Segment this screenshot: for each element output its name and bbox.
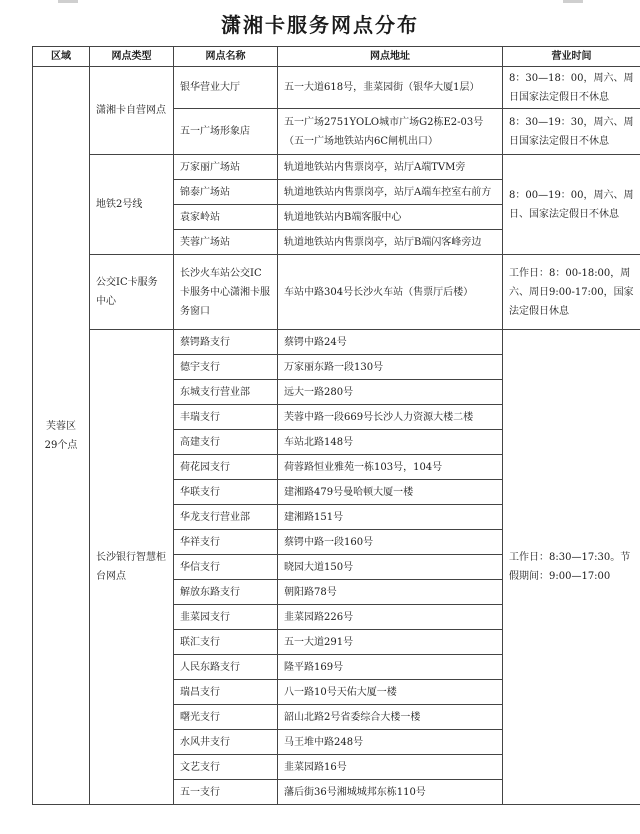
outlet-address-cell: 韭菜园路16号 xyxy=(278,755,503,780)
outlet-type-cell: 地铁2号线 xyxy=(90,155,174,255)
outlet-name-cell: 华祥支行 xyxy=(174,530,278,555)
scan-mark xyxy=(58,0,78,3)
outlet-address-cell: 轨道地铁站内B端客服中心 xyxy=(278,205,503,230)
table-row xyxy=(33,67,640,109)
page-title: 潇湘卡服务网点分布 xyxy=(221,13,419,37)
outlet-name-cell: 韭菜园支行 xyxy=(174,605,278,630)
outlet-address-cell: 韭菜园路226号 xyxy=(278,605,503,630)
outlet-type-cell: 长沙银行智慧柜台网点 xyxy=(90,330,174,805)
outlet-name-cell: 蔡锷路支行 xyxy=(174,330,278,355)
outlet-address-cell: 五一广场2751YOLO城市广场G2栋E2-03号（五一广场地铁站内6C闸机出口） xyxy=(278,109,503,155)
region-name: 芙蓉区 xyxy=(46,420,76,432)
outlet-name-cell: 五一支行 xyxy=(174,780,278,805)
outlet-name-cell: 银华营业大厅 xyxy=(174,67,278,109)
region-count: 29个点 xyxy=(44,439,78,451)
outlet-name-cell: 荷花园支行 xyxy=(174,455,278,480)
outlet-address-cell: 轨道地铁站内售票岗亭，站厅A端TVM旁 xyxy=(278,155,503,180)
business-hours-cell: 8：30—18：00，周六、周日国家法定假日不休息 xyxy=(503,67,640,109)
outlet-name-cell: 解放东路支行 xyxy=(174,580,278,605)
outlet-address-cell: 车站北路148号 xyxy=(278,430,503,455)
outlet-name-cell: 华信支行 xyxy=(174,555,278,580)
outlet-address-cell: 轨道地铁站内售票岗亭，站厅A端车控室右前方 xyxy=(278,180,503,205)
outlet-address-cell: 轨道地铁站内售票岗亭，站厅B端闪客峰旁边 xyxy=(278,230,503,255)
header-outlet-name: 网点名称 xyxy=(174,47,278,67)
outlet-address-cell: 藩后街36号湘城城邦东栋110号 xyxy=(278,780,503,805)
outlet-address-cell: 晓园大道150号 xyxy=(278,555,503,580)
outlet-address-cell: 朝阳路78号 xyxy=(278,580,503,605)
outlet-address-cell: 建湘路151号 xyxy=(278,505,503,530)
outlet-name-cell: 长沙火车站公交IC卡服务中心潇湘卡服务窗口 xyxy=(174,255,278,330)
outlet-name-cell: 芙蓉广场站 xyxy=(174,230,278,255)
outlet-name-cell: 华联支行 xyxy=(174,480,278,505)
outlet-name-cell: 五一广场形象店 xyxy=(174,109,278,155)
outlet-name-cell: 联汇支行 xyxy=(174,630,278,655)
table-row xyxy=(33,330,640,355)
outlet-address-cell: 万家丽东路一段130号 xyxy=(278,355,503,380)
outlet-address-cell: 蔡锷中路24号 xyxy=(278,330,503,355)
outlet-name-cell: 袁家岭站 xyxy=(174,205,278,230)
header-outlet-address: 网点地址 xyxy=(278,47,503,67)
outlet-name-cell: 东城支行营业部 xyxy=(174,380,278,405)
business-hours-cell: 工作日：8：00-18:00，周六、周日9:00-17:00，国家法定假日休息 xyxy=(503,255,640,330)
outlet-address-cell: 韶山北路2号省委综合大楼一楼 xyxy=(278,705,503,730)
outlet-address-cell: 八一路10号天佑大厦一楼 xyxy=(278,680,503,705)
scan-mark xyxy=(563,0,583,3)
outlet-address-cell: 五一大道618号，韭菜园街（银华大厦1层） xyxy=(278,67,503,109)
outlet-address-cell: 远大一路280号 xyxy=(278,380,503,405)
outlet-name-cell: 锦泰广场站 xyxy=(174,180,278,205)
outlet-address-cell: 建湘路479号曼哈顿大厦一楼 xyxy=(278,480,503,505)
service-outlet-table xyxy=(32,46,640,805)
outlet-name-cell: 曙光支行 xyxy=(174,705,278,730)
outlet-name-cell: 水风井支行 xyxy=(174,730,278,755)
outlet-address-cell: 芙蓉中路一段669号长沙人力资源大楼二楼 xyxy=(278,405,503,430)
business-hours-cell: 工作日：8:30—17:30。节假期间：9:00—17:00 xyxy=(503,330,640,805)
outlet-name-cell: 高建支行 xyxy=(174,430,278,455)
outlet-address-cell: 五一大道291号 xyxy=(278,630,503,655)
header-outlet-type: 网点类型 xyxy=(90,47,174,67)
outlet-type-cell: 公交IC卡服务中心 xyxy=(90,255,174,330)
business-hours-cell: 8：00—19：00，周六、周日、国家法定假日不休息 xyxy=(503,155,640,255)
region-cell xyxy=(33,67,90,805)
business-hours-cell: 8：30—19：30，周六、周日国家法定假日不休息 xyxy=(503,109,640,155)
outlet-name-cell: 瑞昌支行 xyxy=(174,680,278,705)
table-row xyxy=(33,255,640,330)
outlet-type-cell: 潇湘卡自营网点 xyxy=(90,67,174,155)
header-business-hours: 营业时间 xyxy=(503,47,640,67)
outlet-address-cell: 蔡锷中路一段160号 xyxy=(278,530,503,555)
outlet-address-cell: 荷蓉路恒业雅苑一栋103号，104号 xyxy=(278,455,503,480)
header-row xyxy=(33,47,640,67)
outlet-name-cell: 万家丽广场站 xyxy=(174,155,278,180)
outlet-address-cell: 马王堆中路248号 xyxy=(278,730,503,755)
outlet-address-cell: 车站中路304号长沙火车站（售票厅后楼） xyxy=(278,255,503,330)
outlet-name-cell: 丰瑞支行 xyxy=(174,405,278,430)
table-row xyxy=(33,155,640,180)
outlet-name-cell: 文艺支行 xyxy=(174,755,278,780)
header-region: 区域 xyxy=(33,47,90,67)
outlet-name-cell: 华龙支行营业部 xyxy=(174,505,278,530)
outlet-name-cell: 人民东路支行 xyxy=(174,655,278,680)
outlet-address-cell: 隆平路169号 xyxy=(278,655,503,680)
outlet-name-cell: 德宇支行 xyxy=(174,355,278,380)
